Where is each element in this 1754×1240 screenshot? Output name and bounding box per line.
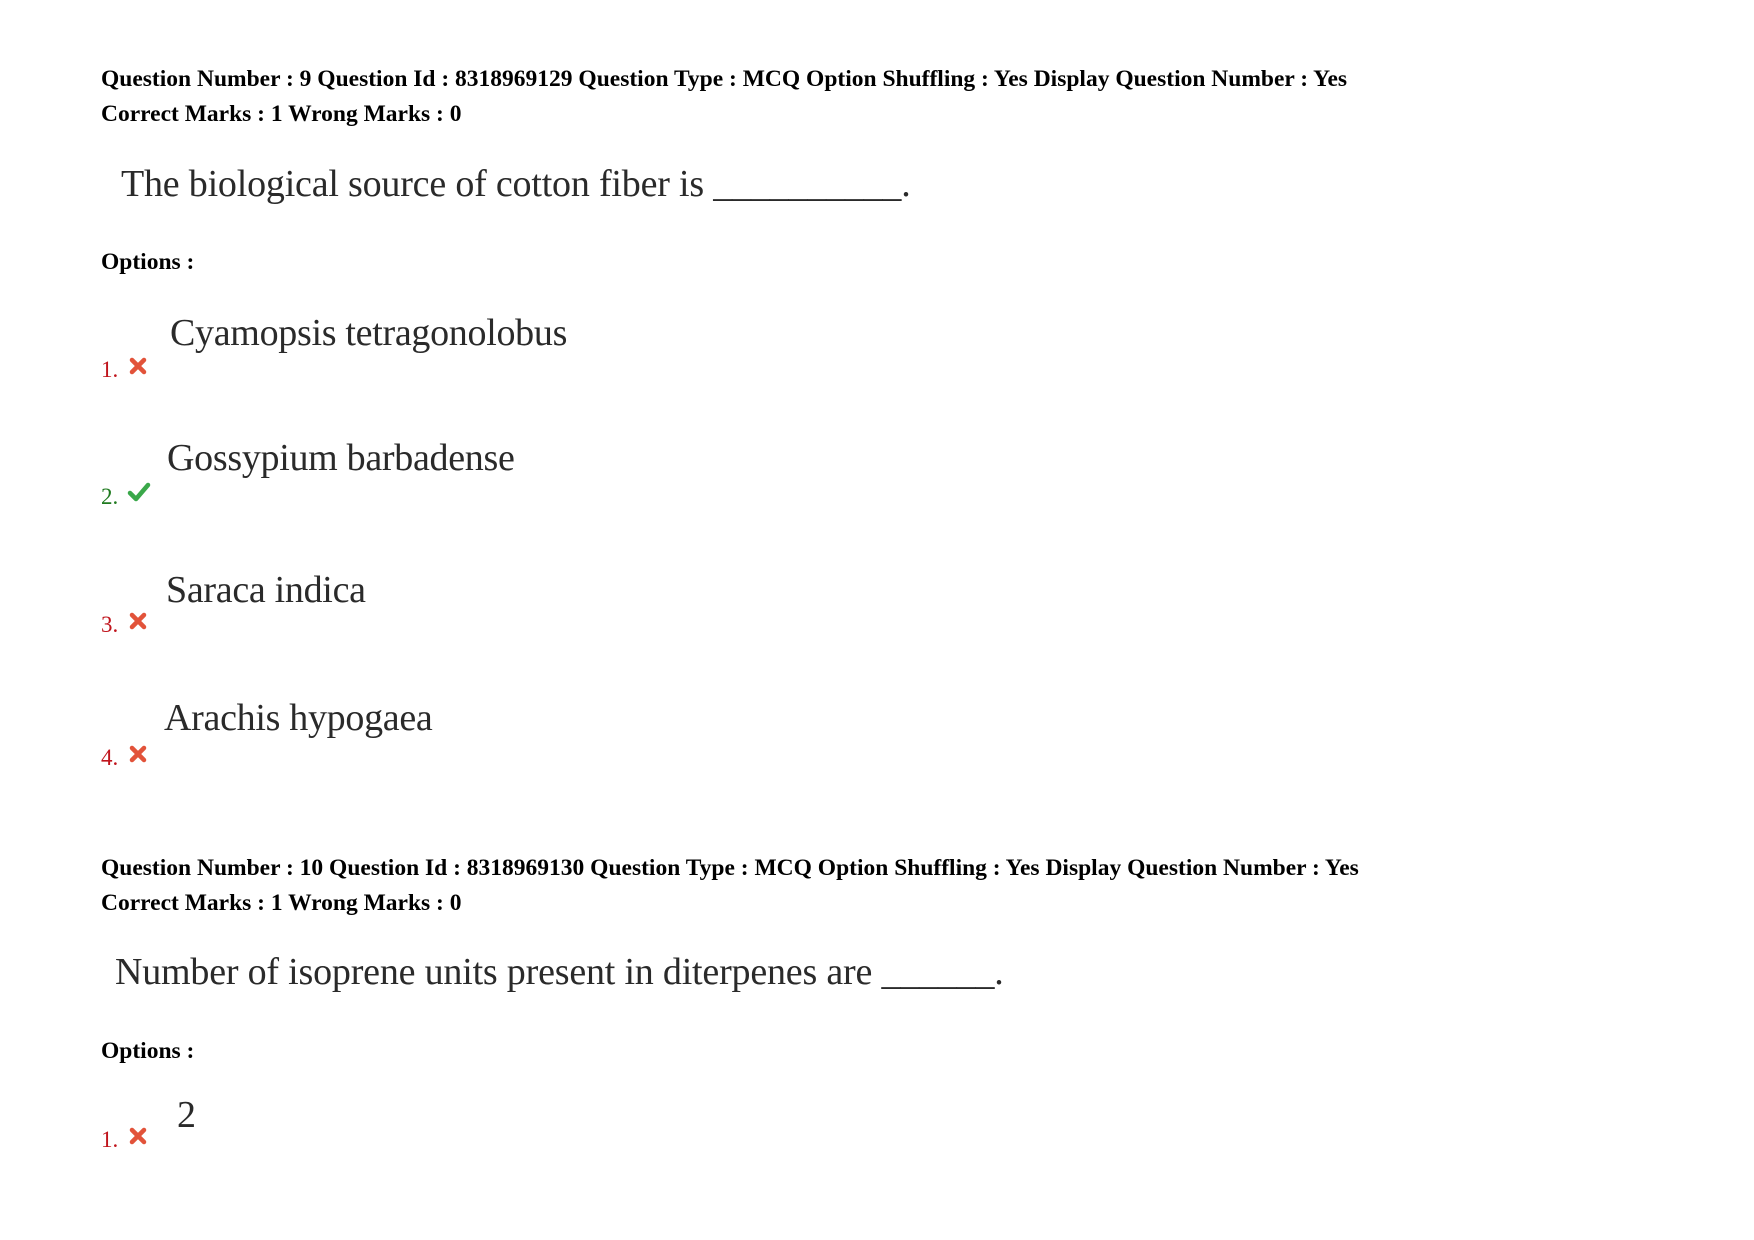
question-9-option-1-text: Cyamopsis tetragonolobus [170,312,568,354]
question-9-marks-line: Correct Marks : 1 Wrong Marks : 0 [101,101,462,127]
question-9-option-2-text: Gossypium barbadense [167,437,515,479]
question-9-text: The biological source of cotton fiber is __________. [121,163,911,205]
check-icon [127,481,151,503]
question-9-option-4-text: Arachis hypogaea [164,697,433,739]
question-10-text: Number of isoprene units present in diterpenes are ______. [115,951,1004,993]
question-10-option-1-text: 2 [177,1094,196,1136]
question-9-option-4-number: 4. [101,745,119,770]
question-10-options-label: Options : [101,1038,195,1064]
question-9-meta-line-1: Question Number : 9 Question Id : 8318969129 Question Type : MCQ Option Shuffling : Yes Display Question Number : Yes [101,66,1348,92]
question-9-option-3-text: Saraca indica [166,569,366,611]
question-10-meta [101,851,1359,921]
cross-icon [128,1126,148,1146]
question-9-option-1-number: 1. [101,357,119,382]
cross-icon [128,356,148,376]
question-9-meta [101,62,1347,132]
question-10-marks-line: Correct Marks : 1 Wrong Marks : 0 [101,890,462,916]
cross-icon [128,744,148,764]
question-9-options-label: Options : [101,249,195,275]
question-10-meta-line-1: Question Number : 10 Question Id : 8318969130 Question Type : MCQ Option Shuffling : Yes Display Question Number : Yes [101,855,1359,881]
cross-icon [128,611,148,631]
question-9-option-3-number: 3. [101,612,119,637]
question-9-option-2-number: 2. [101,484,119,509]
question-10-option-1-number: 1. [101,1127,119,1152]
